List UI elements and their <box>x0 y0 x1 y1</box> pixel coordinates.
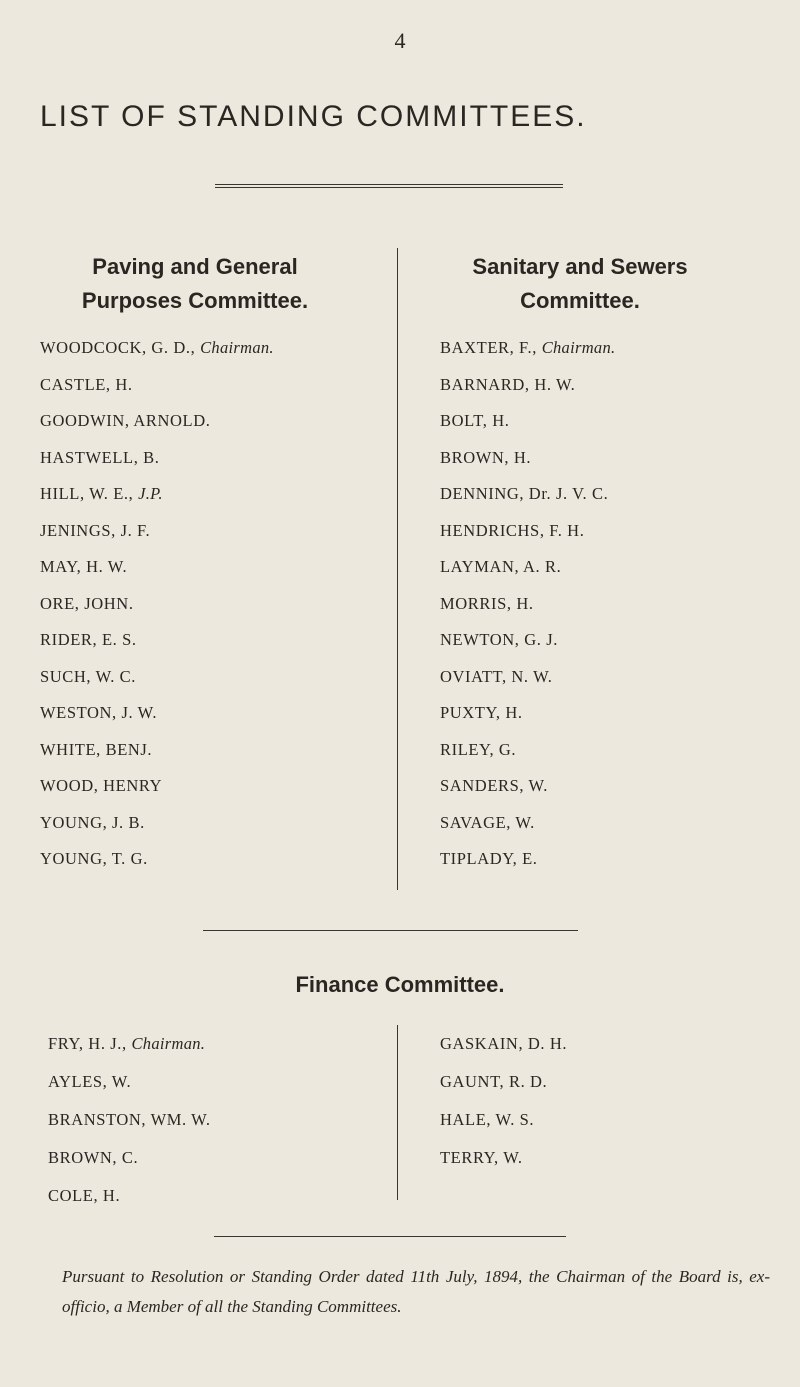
list-item: COLE, H. <box>48 1186 121 1205</box>
list-item <box>48 1025 211 1063</box>
list-item <box>40 476 274 513</box>
list-item: LAYMAN, A. R. <box>440 557 562 576</box>
list-item: WHITE, BENJ. <box>40 739 153 759</box>
list-item: MORRIS, H. <box>440 593 534 613</box>
list-item: GASKAIN, D. H. <box>440 1034 568 1053</box>
list-item: HALE, W. S. <box>440 1110 535 1129</box>
list-item: WOOD, HENRY <box>40 776 163 795</box>
list-item: HASTWELL, B. <box>40 447 160 467</box>
list-item: BROWN, C. <box>48 1148 139 1167</box>
member-honorific: J.P. <box>138 484 163 503</box>
finance-column-divider <box>397 1025 398 1200</box>
list-item: BRANSTON, WM. W. <box>48 1110 211 1129</box>
list-item: OVIATT, N. W. <box>440 666 553 686</box>
list-item: BROWN, H. <box>440 447 532 467</box>
footnote-divider <box>214 1236 566 1237</box>
finance-right-list <box>440 1025 567 1177</box>
list-item: PUXTY, H. <box>440 703 523 722</box>
list-item: SANDERS, W. <box>440 776 548 795</box>
list-item: NEWTON, G. J. <box>440 630 558 649</box>
chair-role: Chairman. <box>541 338 616 357</box>
finance-left-list <box>48 1025 211 1215</box>
list-item: SAVAGE, W. <box>440 812 535 832</box>
title-divider <box>215 184 563 188</box>
paving-members-list <box>40 330 274 878</box>
chair-role: Chairman. <box>200 338 274 357</box>
chair-name: FRY, H. J., <box>48 1034 127 1053</box>
list-item: TERRY, W. <box>440 1148 523 1167</box>
list-item: TIPLADY, E. <box>440 849 538 868</box>
footnote: Pursuant to Resolution or Standing Order dated 11th July, 1894, the Chairman of the Board is, ex-officio, a Member of all the Standing Committees. <box>62 1267 770 1316</box>
section-divider <box>203 930 578 931</box>
page-title: LIST OF STANDING COMMITTEES. <box>40 100 587 133</box>
sanitary-committee-heading: Sanitary and Sewers Committee. <box>472 254 688 313</box>
list-item: GOODWIN, ARNOLD. <box>40 411 211 430</box>
list-item: BOLT, H. <box>440 411 510 430</box>
chair-name: WOODCOCK, G. D., <box>40 338 196 357</box>
list-item: CASTLE, H. <box>40 374 133 394</box>
sanitary-members-list <box>440 330 615 878</box>
list-item: WESTON, J. W. <box>40 703 158 722</box>
list-item: JENINGS, J. F. <box>40 520 151 540</box>
list-item <box>440 330 615 367</box>
list-item: AYLES, W. <box>48 1072 132 1091</box>
finance-committee-heading: Finance Committee. <box>295 972 505 997</box>
chair-role: Chairman. <box>131 1034 206 1053</box>
list-item: YOUNG, J. B. <box>40 812 145 832</box>
list-item <box>40 330 274 367</box>
list-item: DENNING, Dr. J. V. C. <box>440 484 609 503</box>
paving-committee-heading: Paving and General Purposes Committee. <box>81 254 309 313</box>
list-item: ORE, JOHN. <box>40 593 134 613</box>
column-divider <box>397 248 398 890</box>
list-item: YOUNG, T. G. <box>40 849 148 868</box>
list-item: GAUNT, R. D. <box>440 1072 548 1091</box>
list-item: SUCH, W. C. <box>40 666 137 686</box>
list-item: BARNARD, H. W. <box>440 374 576 394</box>
page-number: 4 <box>394 28 406 53</box>
list-item: HENDRICHS, F. H. <box>440 520 585 540</box>
list-item: RIDER, E. S. <box>40 630 137 649</box>
list-item: RILEY, G. <box>440 739 517 759</box>
member-name: HILL, W. E., <box>40 484 134 503</box>
chair-name: BAXTER, F., <box>440 338 537 357</box>
list-item: MAY, H. W. <box>40 557 128 576</box>
